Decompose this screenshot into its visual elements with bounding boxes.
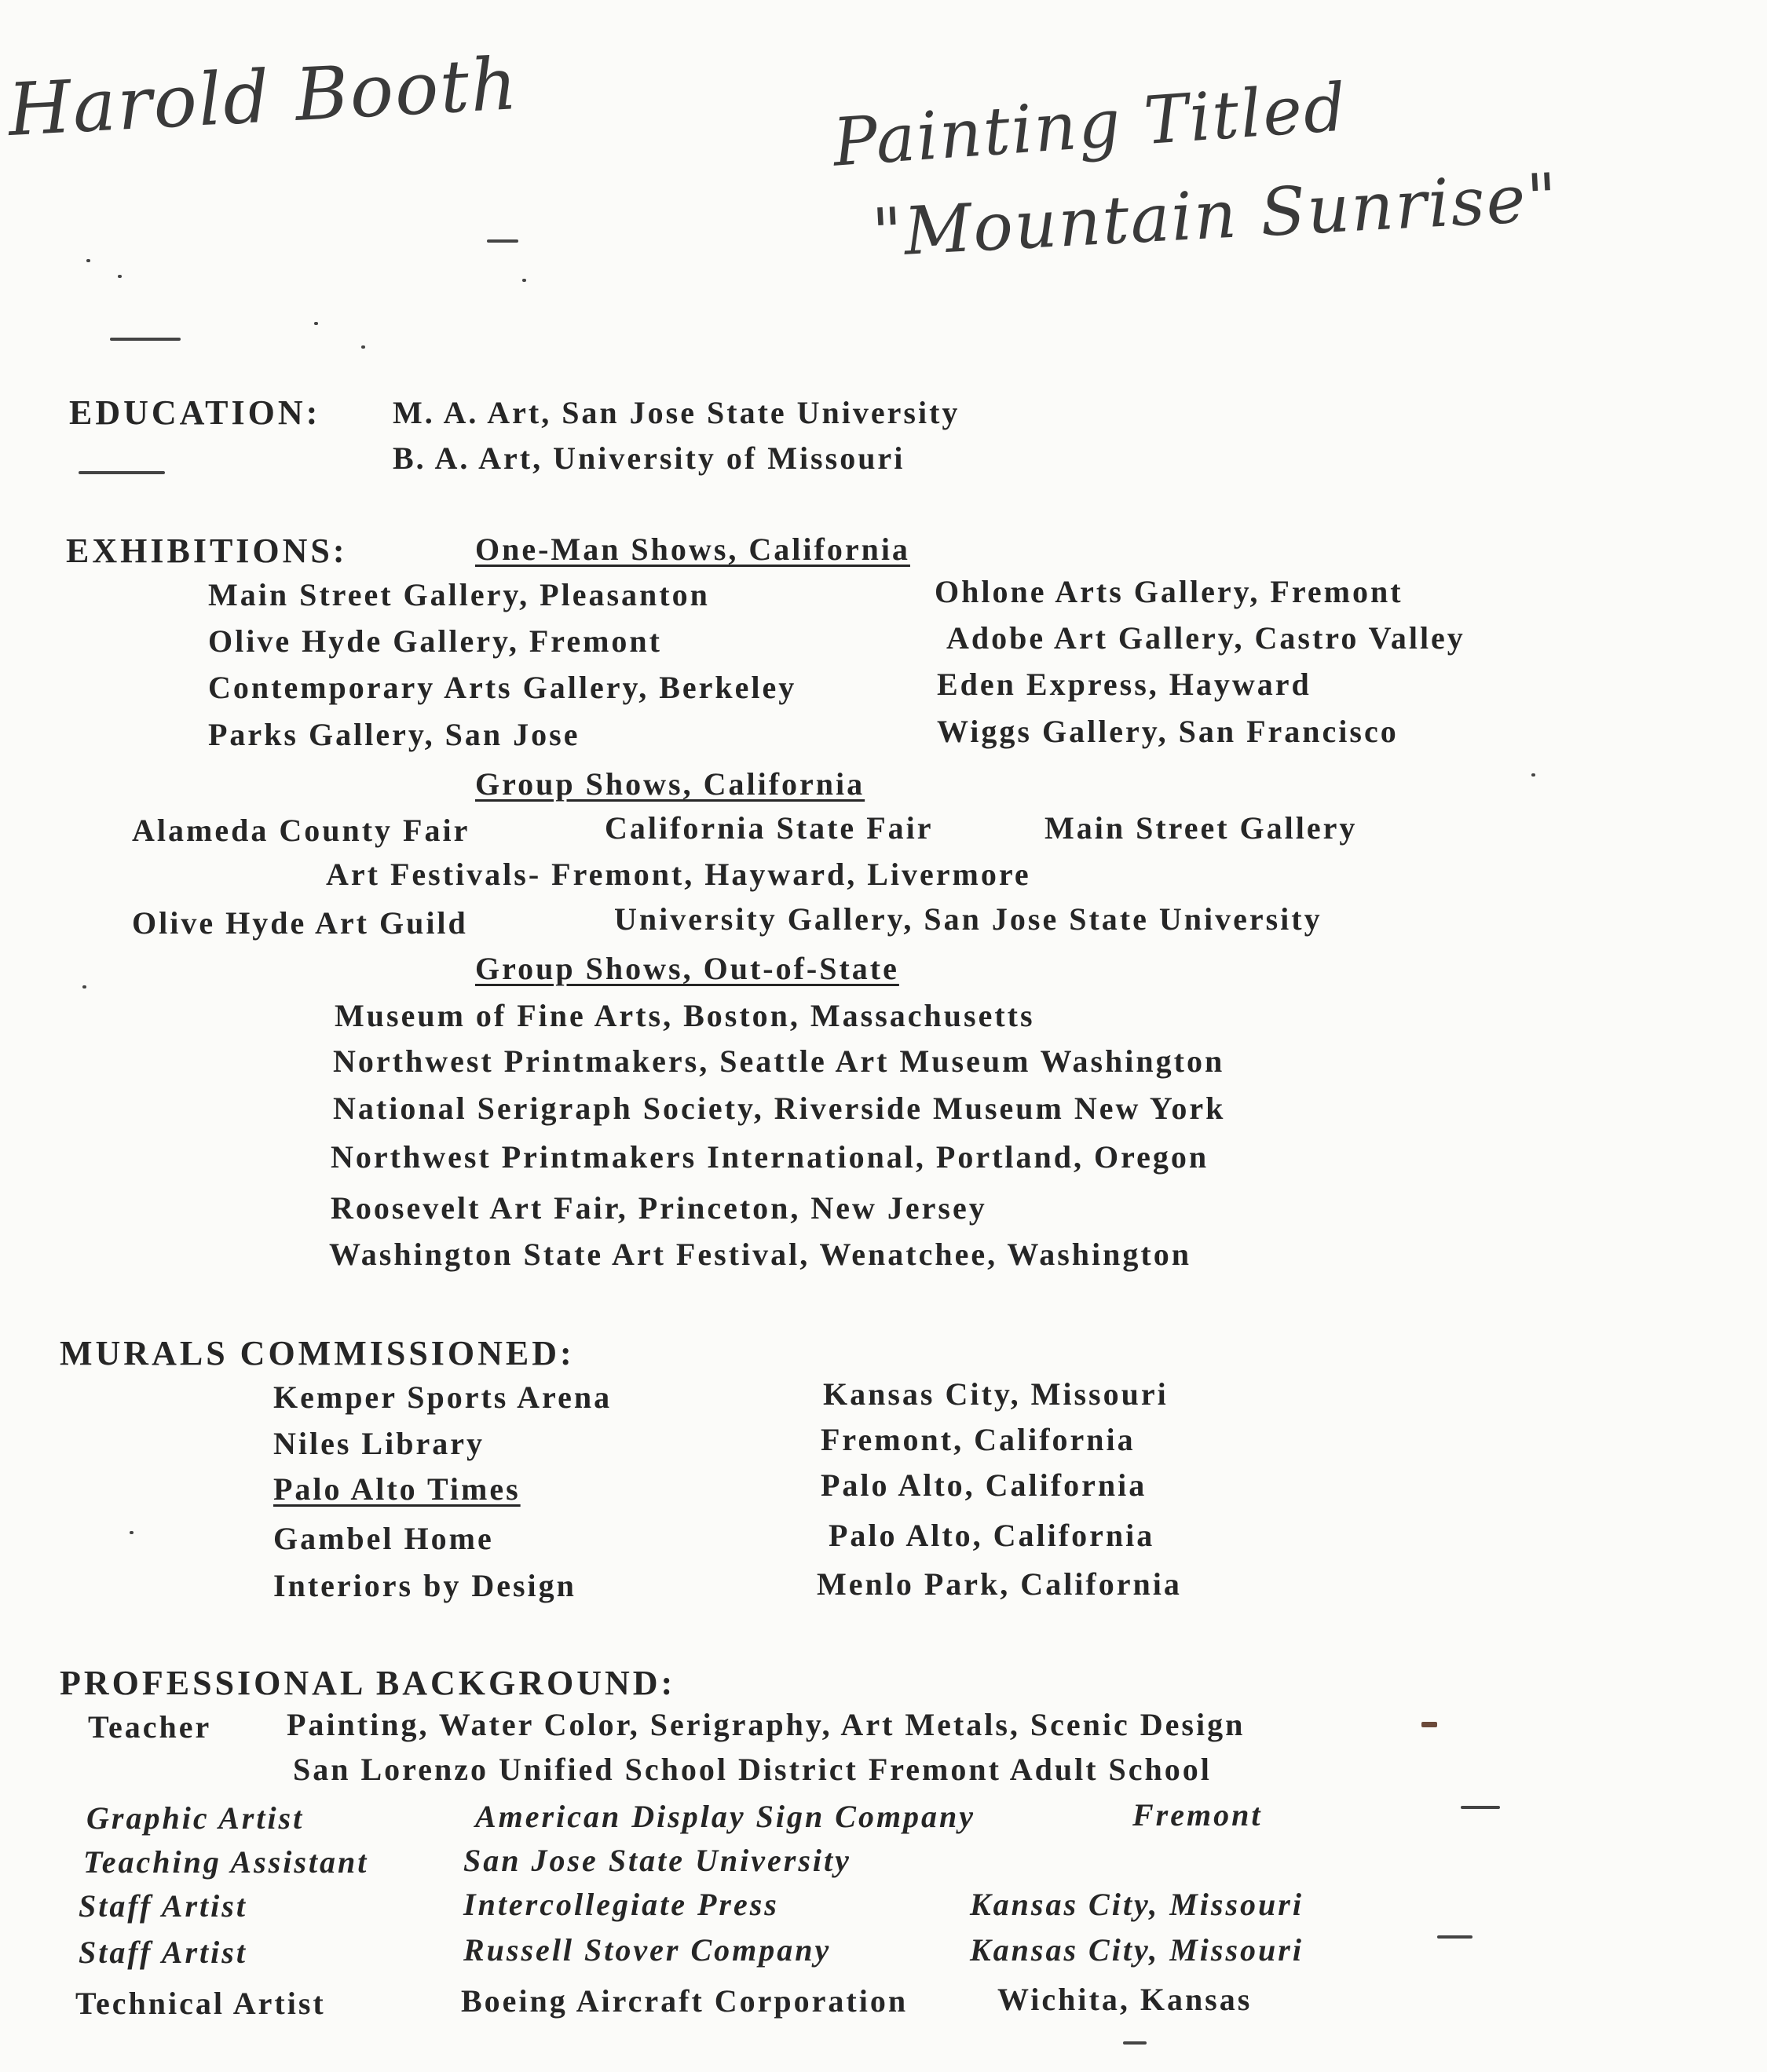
employer-location: Fremont — [1132, 1797, 1263, 1833]
employer: Intercollegiate Press — [463, 1887, 779, 1922]
employer: Russell Stover Company — [463, 1932, 832, 1968]
employer: American Display Sign Company — [475, 1799, 976, 1834]
group-oos-item: Washington State Art Festival, Wenatchee, Washington — [329, 1237, 1191, 1272]
group-oos-item: National Serigraph Society, Riverside Museum New York — [333, 1091, 1226, 1126]
scan-speck — [86, 259, 90, 262]
one-man-left-item: Contemporary Arts Gallery, Berkeley — [208, 670, 797, 705]
teacher-schools: San Lorenzo Unified School District Fremont Adult School — [293, 1752, 1212, 1787]
group-ca-item: University Gallery, San Jose State University — [614, 901, 1323, 937]
group-ca-item: Alameda County Fair — [132, 813, 470, 848]
group-oos-item: Museum of Fine Arts, Boston, Massachusetts — [335, 998, 1035, 1033]
mural-location: Palo Alto, California — [821, 1467, 1147, 1503]
one-man-right-item: Eden Express, Hayward — [937, 667, 1312, 702]
scan-speck — [487, 239, 518, 243]
handwritten-painting-label: Painting Titled — [830, 68, 1350, 181]
employer: San Jose State University — [463, 1843, 851, 1878]
group-ca-item: California State Fair — [605, 810, 934, 846]
scan-speck — [522, 279, 526, 282]
mural-location: Palo Alto, California — [829, 1518, 1155, 1553]
mural-location: Kansas City, Missouri — [823, 1376, 1169, 1412]
professional-heading: PROFESSIONAL BACKGROUND: — [60, 1664, 676, 1702]
one-man-right-item: Ohlone Arts Gallery, Fremont — [935, 574, 1403, 609]
employer-location: Kansas City, Missouri — [970, 1887, 1304, 1922]
role-teacher: Teacher — [88, 1709, 212, 1745]
role: Technical Artist — [75, 1986, 326, 2021]
mural-location: Fremont, California — [821, 1422, 1136, 1457]
group-oos-item: Northwest Printmakers, Seattle Art Museum Washington — [333, 1043, 1225, 1079]
one-man-left-item: Olive Hyde Gallery, Fremont — [208, 623, 662, 659]
education-degree-ma: M. A. Art, San Jose State University — [393, 395, 960, 430]
group-ca-item: Olive Hyde Art Guild — [132, 905, 468, 941]
education-heading: EDUCATION: — [69, 393, 321, 432]
mural-name: Niles Library — [273, 1426, 485, 1461]
scan-speck — [1123, 2041, 1147, 2045]
mural-name: Kemper Sports Arena — [273, 1380, 613, 1415]
scan-speck — [130, 1531, 134, 1534]
role: Staff Artist — [79, 1935, 247, 1970]
employer-location: Kansas City, Missouri — [970, 1932, 1304, 1968]
scan-speck — [1531, 773, 1535, 777]
handwritten-painting-title: "Mountain Sunrise" — [870, 159, 1561, 272]
mural-name: Gambel Home — [273, 1521, 494, 1556]
education-degree-ba: B. A. Art, University of Missouri — [393, 440, 905, 476]
exhibitions-heading: EXHIBITIONS: — [66, 532, 348, 570]
scan-speck — [361, 345, 365, 349]
group-shows-california-heading: Group Shows, California — [475, 766, 865, 802]
scan-speck — [314, 322, 318, 325]
one-man-left-item: Main Street Gallery, Pleasanton — [208, 577, 710, 612]
scan-speck — [110, 338, 181, 341]
scan-speck — [79, 471, 165, 474]
scan-speck — [1461, 1806, 1500, 1809]
one-man-right-item: Adobe Art Gallery, Castro Valley — [946, 620, 1465, 656]
employer: Boeing Aircraft Corporation — [461, 1983, 909, 2019]
handwritten-artist-name: Harold Booth — [5, 42, 521, 152]
mural-name: Palo Alto Times — [273, 1471, 521, 1507]
group-ca-festivals: Art Festivals- Fremont, Hayward, Livermore — [326, 857, 1031, 892]
group-ca-item: Main Street Gallery — [1044, 810, 1358, 846]
teacher-subjects: Painting, Water Color, Serigraphy, Art Metals, Scenic Design — [287, 1707, 1246, 1742]
role: Teaching Assistant — [83, 1844, 369, 1880]
employer-location: Wichita, Kansas — [997, 1982, 1253, 2017]
one-man-shows-heading: One-Man Shows, California — [475, 532, 910, 567]
scan-speck — [1421, 1722, 1437, 1727]
scan-speck — [118, 275, 122, 278]
murals-heading: MURALS COMMISSIONED: — [60, 1334, 575, 1372]
role: Staff Artist — [79, 1888, 247, 1924]
role: Graphic Artist — [86, 1800, 305, 1836]
group-oos-item: Roosevelt Art Fair, Princeton, New Jersey — [331, 1190, 987, 1226]
one-man-right-item: Wiggs Gallery, San Francisco — [937, 714, 1399, 749]
group-oos-item: Northwest Printmakers International, Portland, Oregon — [331, 1139, 1209, 1175]
mural-name: Interiors by Design — [273, 1568, 576, 1603]
mural-location: Menlo Park, California — [817, 1566, 1182, 1602]
group-shows-out-of-state-heading: Group Shows, Out-of-State — [475, 951, 899, 986]
scan-speck — [82, 985, 86, 988]
one-man-left-item: Parks Gallery, San Jose — [208, 717, 580, 752]
scan-speck — [1437, 1935, 1472, 1939]
